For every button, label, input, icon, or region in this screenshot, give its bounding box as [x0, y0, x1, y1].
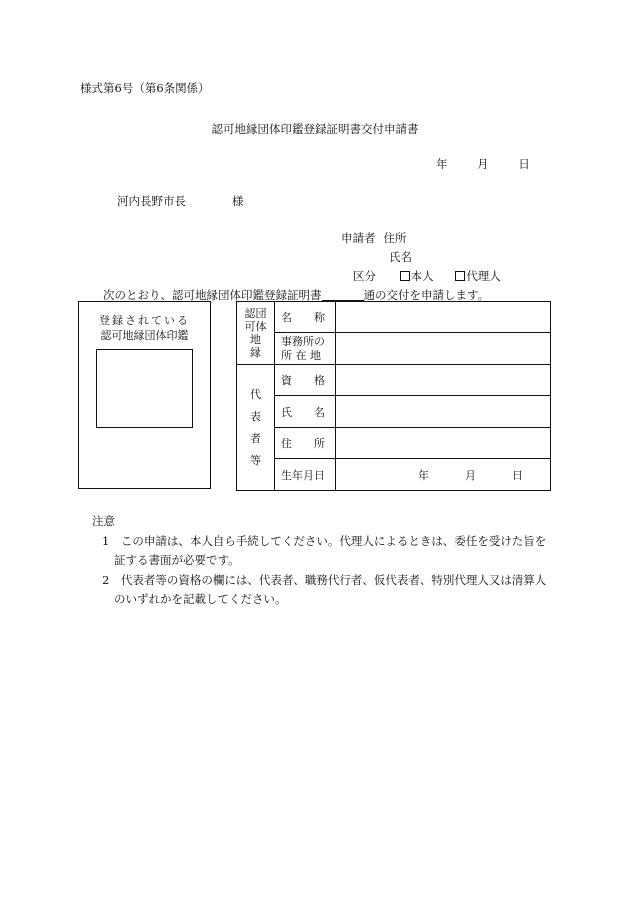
applicant-header: 申請者: [341, 231, 376, 245]
application-date: [436, 156, 530, 172]
note-1-line2: 証する書面が必要です。: [114, 553, 240, 567]
birth-year-label: 年: [418, 468, 429, 482]
birth-day-label: 日: [512, 468, 523, 482]
seal-box-label-line2: 認可地縁団体印鑑: [100, 329, 189, 342]
representative-section-label: [237, 365, 275, 491]
rep-label-char: 者: [250, 431, 261, 445]
note-2-line2: のいずれかを記載してください。: [114, 592, 287, 606]
option-self[interactable]: [400, 269, 434, 283]
group-label-line: 可体: [244, 320, 267, 333]
applicant-category: [353, 268, 501, 284]
option-agent-label: 代理人: [466, 269, 501, 283]
applicant-address-label: 住所: [383, 231, 407, 245]
office-address-label: [275, 333, 336, 365]
copies-blank[interactable]: [322, 289, 364, 301]
checkbox-icon[interactable]: [400, 271, 410, 281]
registered-seal-box: [78, 301, 211, 489]
form-title: 認可地縁団体印鑑登録証明書交付申請書: [211, 122, 419, 136]
applicant-address-line: [341, 230, 407, 246]
qualification-label: 資 格: [275, 365, 336, 396]
group-name-label: 名 称: [275, 302, 336, 333]
date-year-label: 年: [436, 157, 448, 171]
group-label-line: 地: [250, 333, 261, 346]
rep-label-char: 等: [250, 453, 261, 467]
rep-label-char: 代: [250, 387, 261, 401]
info-table: [236, 301, 551, 490]
group-label-line: 認団: [244, 307, 267, 320]
applicant-name-label: 氏名: [389, 250, 412, 264]
date-day-label: 日: [518, 157, 530, 171]
request-text-after: 通の交付を申請します。: [363, 288, 490, 302]
request-text-before: 次のとおり、認可地縁団体印鑑登録証明書: [103, 288, 322, 302]
office-address-label-line1: 事務所の: [281, 334, 325, 348]
option-agent[interactable]: [455, 269, 501, 283]
note-1-line1: 1 この申請は、本人自ら手続してください。代理人によるときは、委任を受けた旨を: [102, 534, 547, 548]
group-name-field[interactable]: [336, 302, 551, 333]
addressee-name: 河内長野市長: [117, 194, 186, 208]
form-number: 様式第6号（第6条関係）: [80, 81, 210, 95]
birth-month-label: 月: [465, 468, 476, 482]
note-2-line1: 2 代表者等の資格の欄には、代表者、職務代行者、仮代表者、特別代理人又は清算人: [102, 573, 547, 587]
seal-box-label-line1: 登録されている: [99, 314, 190, 327]
rep-name-label: 氏 名: [275, 396, 336, 428]
rep-address-field[interactable]: [336, 428, 551, 459]
office-address-field[interactable]: [336, 333, 551, 365]
rep-name-field[interactable]: [336, 396, 551, 428]
option-self-label: 本人: [410, 269, 434, 283]
office-address-label-line2: 所 在 地: [281, 348, 321, 362]
category-label: 区分: [353, 269, 376, 283]
date-month-label: 月: [477, 157, 489, 171]
qualification-field[interactable]: [336, 365, 551, 396]
group-section-label: [237, 302, 275, 365]
birthdate-label: 生年月日: [275, 459, 336, 491]
rep-label-char: 表: [250, 409, 261, 423]
rep-address-label: 住 所: [275, 428, 336, 459]
group-label-line: 縁: [250, 346, 261, 359]
notes-title: 注意: [92, 514, 115, 528]
addressee: [117, 193, 244, 209]
seal-impression-area[interactable]: [96, 349, 193, 428]
birthdate-field[interactable]: [336, 459, 551, 491]
checkbox-icon[interactable]: [455, 271, 465, 281]
addressee-honorific: 様: [232, 194, 244, 208]
